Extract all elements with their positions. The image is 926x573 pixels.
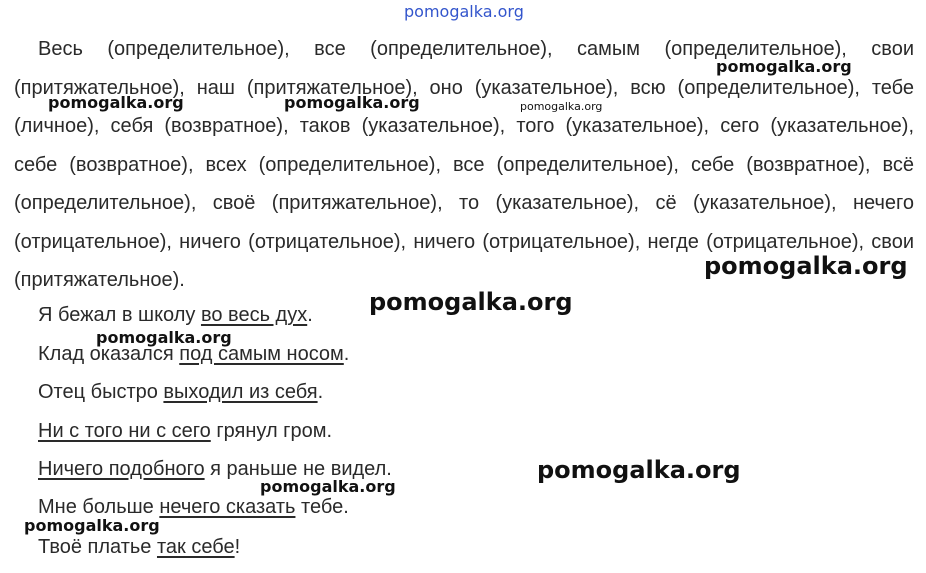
watermark: pomogalka.org [520,100,603,113]
underlined-phrase: выходил из себя [163,381,318,403]
watermark: pomogalka.org [537,456,741,484]
sentence-text: тебе. [295,496,349,518]
sentence-text: . [307,304,313,326]
sentence-text: Клад оказался [38,343,180,365]
sentence-text: . [343,343,350,365]
watermark: pomogalka.org [24,516,160,535]
underlined-phrase: во весь дух [200,304,308,326]
underlined-phrase: под самым носом [179,343,344,365]
watermark: pomogalka.org [369,288,573,316]
watermark: pomogalka.org [716,57,852,76]
watermark: pomogalka.org [48,93,184,112]
sentence-text: Мне больше [38,496,160,518]
sentence-text: Отец быстро [38,381,164,403]
underlined-phrase: Ничего подобного [38,458,205,480]
watermark: pomogalka.org [260,477,396,496]
underlined-phrase: так себе [156,536,235,558]
sentence-text: грянул гром. [210,420,333,442]
sentence-4 [38,418,332,444]
underlined-phrase: Ни с того ни с сего [38,420,211,442]
sentence-text: Я бежал в школу [38,304,201,326]
sentence-7 [38,534,240,560]
sentence-text: ! [234,536,241,558]
watermark: pomogalka.org [96,328,232,347]
sentence-3 [38,379,323,405]
sentence-text: . [317,381,324,403]
watermark: pomogalka.org [404,2,524,21]
watermark: pomogalka.org [284,93,420,112]
pronoun-paragraph: Весь (определительное), все (определительное), самым (определительное), свои (притяжательное), наш (притяжательное), оно (указательное), всю (определительное), тебе (личное), себя (возвратное), таков (указательное), того (указательное), сего (указательное), себе (возвратное), всех (определительное), все (определительное), себе (возвратное), всё (определительное), своё (притяжательное), то (указательное), сё (указательное), нечего (отрицательное), ничего (отрицательное), ничего (отрицательное), негде (отрицательное), свои (притяжательное). [14,38,914,291]
sentence-text: Твоё платье [38,536,157,558]
sentence-1 [38,302,313,328]
underlined-phrase: нечего сказать [159,496,296,518]
watermark: pomogalka.org [704,252,908,280]
sentence-text: я раньше не видел. [204,458,392,480]
